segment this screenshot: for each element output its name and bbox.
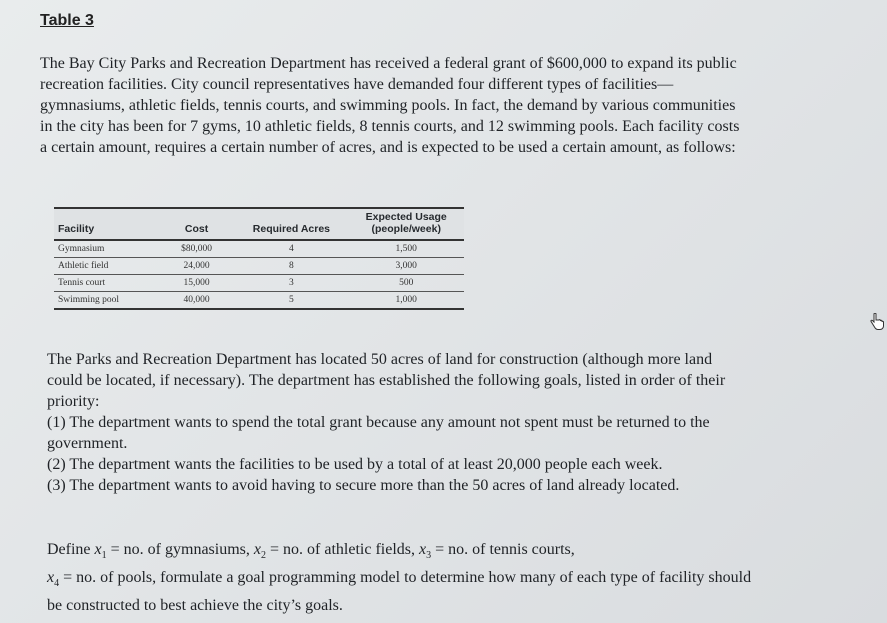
cell-usage: 1,500	[395, 244, 417, 254]
define-text-2: = no. of athletic fields,	[266, 541, 419, 558]
cell-acres: 4	[289, 244, 294, 254]
sub-3: 3	[426, 550, 432, 562]
goal-1: (1) The department wants to spend the total grant because any amount not spent must be returned to the government.	[47, 414, 710, 452]
define-text-1: = no. of gymnasiums,	[106, 541, 254, 558]
table-row	[54, 292, 464, 310]
header-required-acres: Required Acres	[252, 223, 331, 235]
cell-usage: 1,000	[395, 295, 417, 305]
define-lead: Define	[47, 541, 95, 558]
hand-pointer-icon	[869, 313, 885, 331]
intro-paragraph: The Bay City Parks and Recreation Department has received a federal grant of $600,000 to expand its public recreation facilities. City council representatives have demanded four different types of facilities—gymnasiums, athletic fields, tennis courts, and swimming pools. In fact, the demand by various communities in the city has been for 7 gyms, 10 athletic fields, 8 tennis courts, and 12 swimming pools. Each facility costs a certain amount, requires a certain number of acres, and is expected to be used a certain amount, as follows:	[40, 55, 740, 156]
cell-usage: 3,000	[395, 261, 417, 271]
header-expected-usage: Expected Usage (people/week)	[365, 211, 447, 235]
cell-acres: 3	[289, 278, 294, 288]
goal-3: (3) The department wants to avoid having to secure more than the 50 acres of land already located.	[47, 477, 680, 494]
define-paragraph	[47, 539, 767, 617]
table-row	[54, 275, 464, 292]
goals-section	[47, 349, 747, 496]
cell-cost: 15,000	[183, 278, 210, 288]
cell-facility: Athletic field	[58, 261, 109, 271]
cell-cost: 24,000	[183, 261, 210, 271]
table-row	[54, 258, 464, 275]
define-text-4: = no. of pools, formulate a goal programming model to determine how many of each type of facility should be constructed to best achieve the city’s goals.	[47, 569, 752, 615]
table-header-row	[54, 208, 464, 240]
table-heading: Table 3	[40, 12, 94, 29]
cell-acres: 8	[289, 261, 294, 271]
sub-1: 1	[101, 550, 107, 562]
cell-facility: Gymnasium	[58, 244, 105, 254]
header-facility: Facility	[58, 223, 95, 235]
cell-usage: 500	[399, 278, 414, 288]
var-x2: x	[253, 541, 261, 558]
goal-2: (2) The department wants the facilities to be used by a total of at least 20,000 people each week.	[47, 456, 663, 473]
cell-cost: $80,000	[181, 244, 212, 254]
cell-cost: 40,000	[183, 295, 210, 305]
sub-4: 4	[54, 578, 60, 590]
goals-intro: The Parks and Recreation Department has located 50 acres of land for construction (although more land could be located, if necessary). The department has established the following goals, listed in order of their priority:	[47, 351, 726, 410]
cell-facility: Swimming pool	[58, 295, 119, 305]
var-x1: x	[94, 541, 102, 558]
var-x3: x	[418, 541, 427, 558]
header-cost: Cost	[184, 223, 209, 235]
table-row	[54, 240, 464, 258]
cell-facility: Tennis court	[58, 278, 106, 288]
cell-acres: 5	[289, 295, 294, 305]
var-x4: x	[47, 569, 55, 587]
facility-table	[54, 207, 464, 310]
sub-2: 2	[261, 550, 266, 562]
define-text-3: = no. of tennis courts,	[431, 541, 575, 558]
